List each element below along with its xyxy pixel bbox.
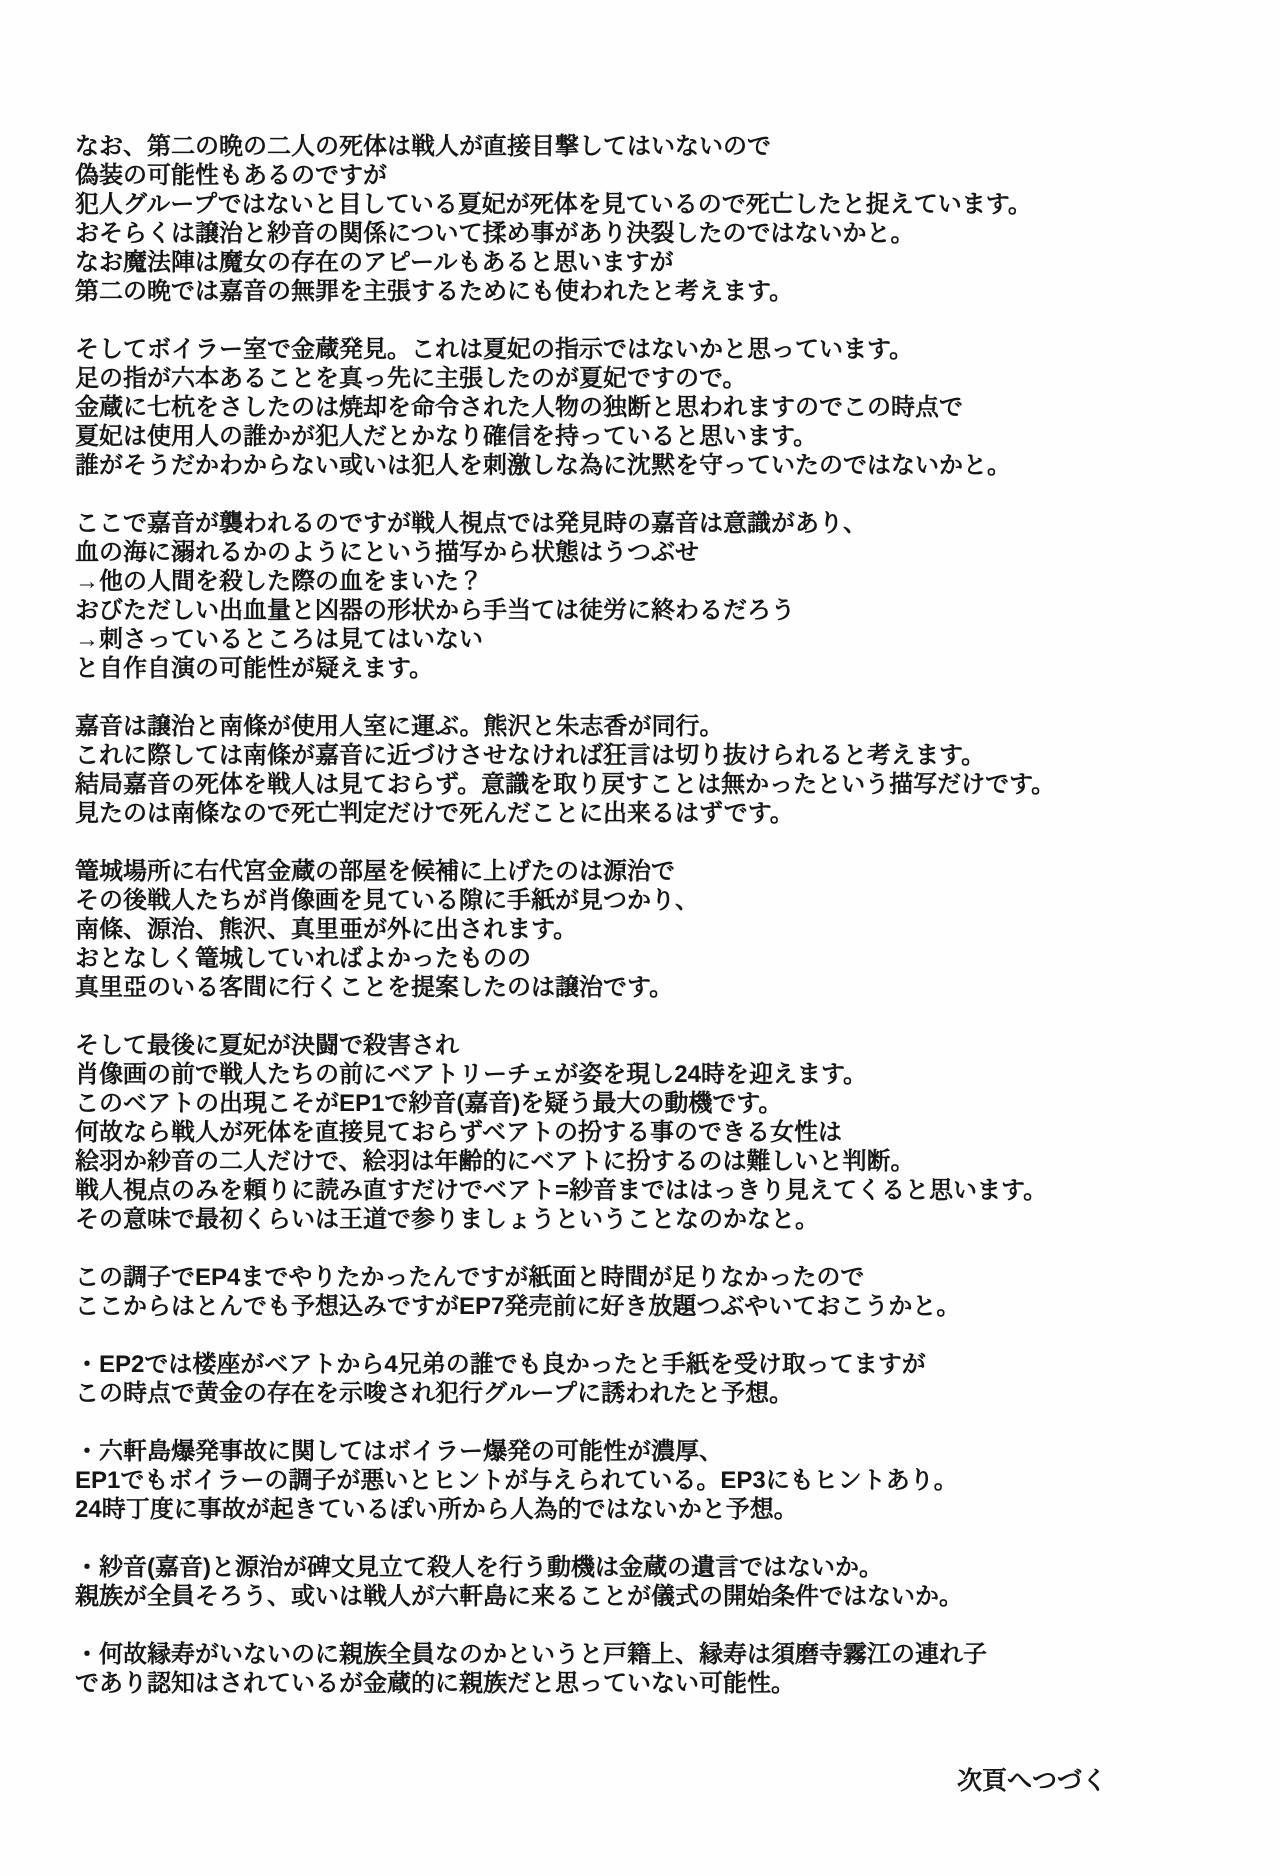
paragraph — [75, 1263, 1250, 1321]
text-line: その意味で最初くらいは王道で参りましょうということなのかなと。 — [75, 1206, 819, 1233]
text-line: ここで嘉音が襲われるのですが戦人視点では発見時の嘉音は意識があり、 — [75, 510, 867, 537]
text-line: と自作自演の可能性が疑えます。 — [75, 655, 434, 682]
text-line: 偽装の可能性もあるのですが — [75, 162, 387, 189]
text-line: そして最後に夏妃が決闘で殺害され — [75, 1032, 459, 1059]
text-line: ・六軒島爆発事故に関してはボイラー爆発の可能性が濃厚、 — [75, 1438, 723, 1465]
text-line: 真里亞のいる客間に行くことを提案したのは譲治です。 — [75, 974, 674, 1001]
text-line: であり認知はされているが金蔵的に親族だと思っていない可能性。 — [75, 1670, 795, 1697]
paragraph — [75, 1350, 1250, 1408]
text-line: 誰がそうだかわからない或いは犯人を刺激しな為に沈黙を守っていたのではないかと。 — [75, 452, 1011, 479]
text-line: 南條、源治、熊沢、真里亜が外に出されます。 — [75, 916, 578, 943]
text-line: ・EP2では楼座がベアトから4兄弟の誰でも良かったと手紙を受け取ってますが — [75, 1351, 926, 1378]
text-line: おびただしい出血量と凶器の形状から手当ては徒労に終わるだろう — [75, 597, 795, 624]
paragraph — [75, 1437, 1250, 1524]
text-line: 金蔵に七杭をさしたのは焼却を命令された人物の独断と思われますのでこの時点で — [75, 394, 963, 421]
text-line: 戦人視点のみを頼りに読み直すだけでベアト=紗音までははっきり見えてくると思います。 — [75, 1177, 1048, 1204]
paragraph — [75, 335, 1250, 480]
text-line: その後戦人たちが肖像画を見ている隙に手紙が見つかり、 — [75, 887, 699, 914]
text-line: 何故なら戦人が死体を直接見ておらずベアトの扮する事のできる女性は — [75, 1119, 843, 1146]
paragraph — [75, 132, 1250, 306]
text-line: 見たのは南條なので死亡判定だけで死んだことに出来るはずです。 — [75, 800, 794, 827]
text-line: ここからはとんでも予想込みですがEP7発売前に好き放題つぶやいておこうかと。 — [75, 1293, 961, 1320]
text-line: →他の人間を殺した際の血をまいた？ — [75, 568, 483, 595]
text-line: 犯人グループではないと目している夏妃が死体を見ているので死亡したと捉えています。 — [75, 191, 1032, 218]
text-line: 篭城場所に右代宮金蔵の部屋を候補に上げたのは源治で — [75, 858, 675, 885]
text-line: 肖像画の前で戦人たちの前にベアトリーチェが姿を現し24時を迎えます。 — [75, 1061, 868, 1088]
text-line: 絵羽か紗音の二人だけで、絵羽は年齢的にベアトに扮するのは難しいと判断。 — [75, 1148, 915, 1175]
paragraph — [75, 509, 1250, 683]
text-line: このベアトの出現こそがEP1で紗音(嘉音)を疑う最大の動機です。 — [75, 1090, 783, 1117]
paragraph — [75, 1640, 1250, 1698]
paragraph — [75, 857, 1250, 1002]
text-line: 夏妃は使用人の誰かが犯人だとかなり確信を持っていると思います。 — [75, 423, 818, 450]
text-line: 嘉音は譲治と南條が使用人室に運ぶ。熊沢と朱志香が同行。 — [75, 713, 724, 740]
continued-note: 次頁へつづく — [956, 1767, 1107, 1795]
paragraph — [75, 712, 1250, 828]
paragraph — [75, 1031, 1250, 1234]
text-line: これに際しては南條が嘉音に近づけさせなければ狂言は切り抜けられると考えます。 — [75, 742, 986, 769]
text-line: そしてボイラー室で金蔵発見。これは夏妃の指示ではないかと思っています。 — [75, 336, 914, 363]
text-line: 足の指が六本あることを真っ先に主張したのが夏妃ですので。 — [75, 365, 747, 392]
text-line: 24時丁度に事故が起きているぽい所から人為的ではないかと予想。 — [75, 1496, 798, 1523]
text-line: 第二の晩では嘉音の無罪を主張するためにも使われたと考えます。 — [75, 278, 794, 305]
text-line: おとなしく篭城していればよかったものの — [75, 945, 531, 972]
text-line: なお、第二の晩の二人の死体は戦人が直接目撃してはいないので — [75, 133, 771, 160]
text-line: →刺さっているところは見てはいない — [75, 626, 483, 653]
text-line: この時点で黄金の存在を示唆され犯行グループに誘われたと予想。 — [75, 1380, 794, 1407]
text-line: なお魔法陣は魔女の存在のアピールもあると思いますが — [75, 249, 674, 276]
text-line: ・何故縁寿がいないのに親族全員なのかというと戸籍上、縁寿は須磨寺霧江の連れ子 — [75, 1641, 987, 1668]
text-line: おそらくは譲治と紗音の関係について揉め事があり決裂したのではないかと。 — [75, 220, 915, 247]
paragraph — [75, 1553, 1250, 1611]
text-line: この調子でEP4までやりたかったんですが紙面と時間が足りなかったので — [75, 1264, 865, 1291]
text-line: 親族が全員そろう、或いは戦人が六軒島に来ることが儀式の開始条件ではないか。 — [75, 1583, 963, 1610]
text-line: EP1でもボイラーの調子が悪いとヒントが与えられている。EP3にもヒントあり。 — [75, 1467, 958, 1494]
text-line: ・紗音(嘉音)と源治が碑文見立て殺人を行う動機は金蔵の遺言ではないか。 — [75, 1554, 883, 1581]
text-line: 血の海に溺れるかのようにという描写から状態はうつぶせ — [75, 539, 699, 566]
text-line: 結局嘉音の死体を戦人は見ておらず。意識を取り戻すことは無かったという描写だけです。 — [75, 771, 1056, 798]
